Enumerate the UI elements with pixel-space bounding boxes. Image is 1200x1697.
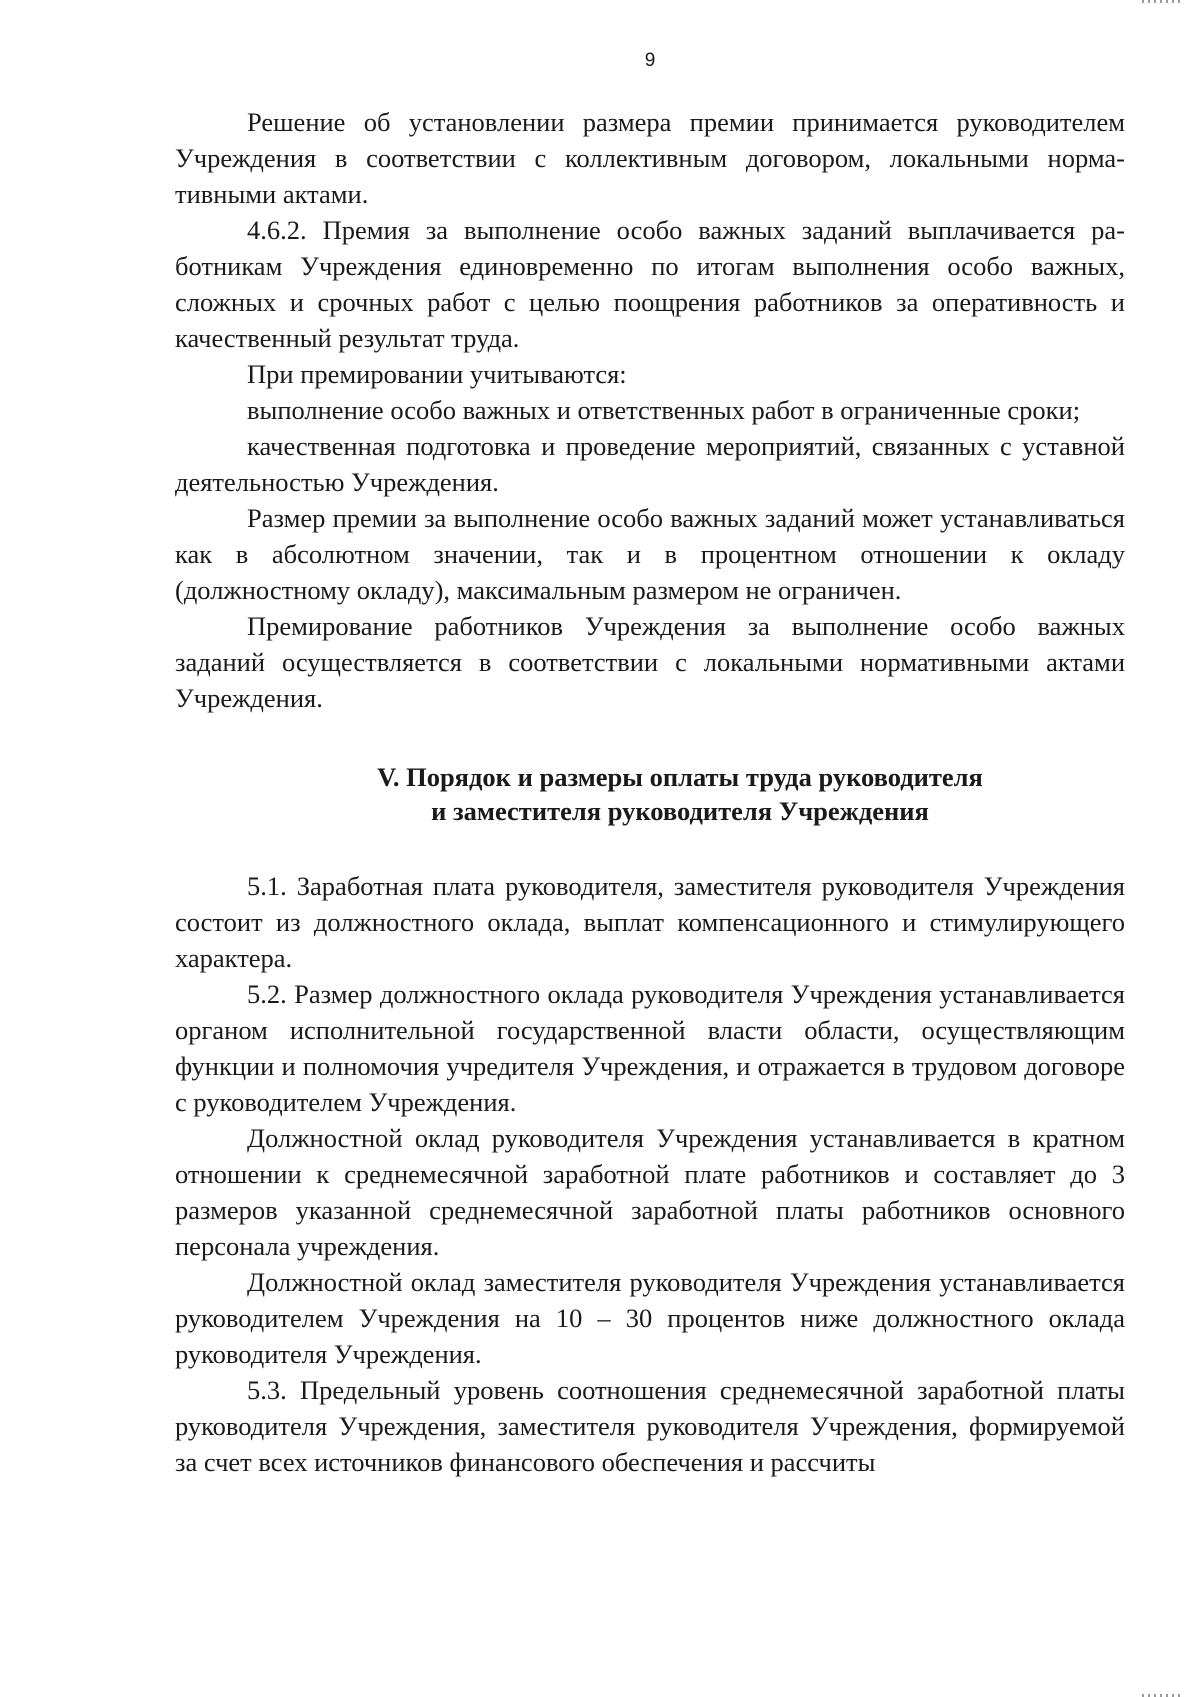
- section-heading-line: и заместителя руководителя Учреждения: [431, 796, 929, 826]
- paragraph: 5.2. Размер должностного оклада руководителя Учреждения устанавливается органом исполнительной государственной власти области, осуществляющим функции и полномочия учредителя Учреждения, и отражается в трудовом договоре с руководителем Учреждения.: [175, 979, 1125, 1117]
- paragraph: качественная подготовка и проведение мероприятий, связанных с уставной деятельностью Учреждения.: [175, 431, 1125, 497]
- page-number: 9: [644, 50, 656, 71]
- paragraph: выполнение особо важных и ответственных работ в ограниченные сроки;: [247, 395, 1081, 425]
- paragraph: Должностной оклад руководителя Учреждения устанавливается в кратном отношении к среднемесячной заработной плате работников и составляет до 3 размеров указанной среднемесячной заработной платы работников основного персонала учреждения.: [175, 1123, 1125, 1261]
- paragraph: Решение об установлении размера премии принимается руководителем Учреждения в соответствии с коллективным договором, локальными нормативными актами.: [175, 107, 1125, 209]
- paragraph: Премирование работников Учреждения за выполнение особо важных заданий осуществляется в соответствии с локальными нормативными актами Учреждения.: [175, 611, 1125, 713]
- section-heading-line: V. Порядок и размеры оплаты труда руководителя: [377, 762, 983, 792]
- paragraph: 5.3. Предельный уровень соотношения среднемесячной заработной платы руководителя Учреждения, заместителя руководителя Учреждения, формируемой за счет всех источников финансового обеспечения и рассчиты: [175, 1375, 1125, 1477]
- paragraph: 5.1. Заработная плата руководителя, заместителя руководителя Учреждения состоит из должностного оклада, выплат компенсационного и стимулирующего характера.: [175, 871, 1125, 973]
- paragraph: Должностной оклад заместителя руководителя Учреждения устанавливается руководителем Учреждения на 10 – 30 процентов ниже должностного оклада руководителя Учреждения.: [175, 1267, 1125, 1369]
- scan-edge-mark: [1142, 0, 1182, 3]
- paragraph: Размер премии за выполнение особо важных заданий может устанавливаться как в абсолютном значении, так и в процентном отношении к окладу (должностному окладу), максимальным размером не ограничен.: [175, 503, 1125, 605]
- paragraph: При премировании учитываются:: [247, 359, 627, 389]
- section-heading: [175, 760, 1125, 828]
- document-body: [175, 104, 1125, 1480]
- paragraph: 4.6.2. Премия за выполнение особо важных заданий выплачивается работникам Учреждения единовременно по итогам выполнения особо важных, сложных и срочных работ с целью поощрения работников за оперативность и качественный результат труда.: [175, 215, 1125, 353]
